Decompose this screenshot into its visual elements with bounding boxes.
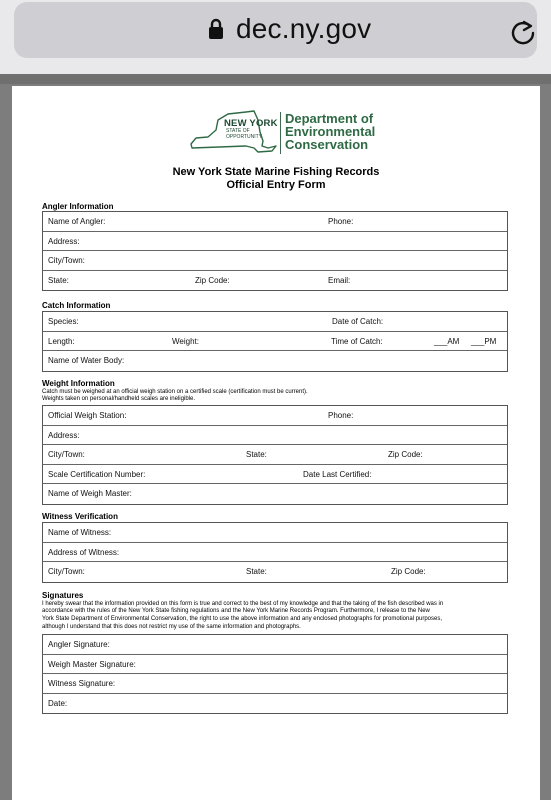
weigh-note-line1: Catch must be weighed at an official weigh station on a certified scale (certification must be current).	[42, 389, 308, 395]
scale-cert-field[interactable]: Scale Certification Number:	[48, 469, 146, 479]
logo-dept-name	[285, 112, 375, 151]
viewer-border	[0, 74, 551, 84]
date-certified-field[interactable]: Date Last Certified:	[303, 469, 372, 479]
weigh-station-field[interactable]: Official Weigh Station:	[48, 411, 127, 420]
weigh-phone-field[interactable]: Phone:	[328, 411, 354, 420]
weigh-address-field[interactable]: Address:	[48, 430, 80, 440]
catch-date-field[interactable]: Date of Catch:	[332, 317, 384, 326]
form-row	[43, 445, 507, 465]
form-row	[43, 523, 507, 543]
logo-dept-line3: Conservation	[285, 137, 369, 152]
weigh-city-field[interactable]: City/Town:	[48, 450, 85, 459]
reload-icon[interactable]	[509, 18, 537, 46]
angler-zip-field[interactable]: Zip Code:	[195, 275, 230, 285]
form-title: New York State Marine Fishing Records	[172, 166, 380, 178]
pm-option[interactable]: ___PM	[471, 336, 497, 346]
url-text: dec.ny.gov	[236, 13, 372, 44]
witness-city-field[interactable]: City/Town:	[48, 567, 85, 576]
weigh-zip-field[interactable]: Zip Code:	[388, 450, 423, 459]
form-row	[43, 406, 507, 426]
form-row	[43, 655, 507, 675]
form-subtitle: Official Entry Form	[226, 179, 326, 191]
length-field[interactable]: Length:	[48, 336, 75, 346]
catch-section-heading: Catch Information	[42, 301, 111, 310]
oath-line4: although I understand that this does not restrict my use of the same information and photographs.	[42, 624, 301, 630]
oath-line3: York State Department of Environmental Conservation, the right to use the above information and any enclosed photographs for promotional purposes,	[42, 616, 443, 622]
am-option[interactable]: ___AM	[434, 336, 460, 346]
angler-address-field[interactable]: Address:	[48, 236, 80, 246]
weight-section-heading: Weight Information	[42, 379, 115, 388]
oath-line1: I hereby swear that the information provided on this form is true and correct to the best of my knowledge and that the taking of the fish described was in	[42, 601, 444, 607]
witness-section-heading: Witness Verification	[42, 512, 118, 521]
form-row	[43, 674, 507, 694]
oath-line2: accordance with the rules of the New York State fishing regulations and the New York Marine Records Program. Furthermore, I release to the New	[42, 608, 430, 614]
signature-date-field[interactable]: Date:	[48, 698, 68, 708]
form-row	[43, 351, 507, 371]
weigh-state-field[interactable]: State:	[246, 450, 267, 459]
logo-dept-line2: Environmental	[285, 124, 376, 139]
witness-state-field[interactable]: State:	[246, 567, 267, 576]
form-row	[43, 426, 507, 446]
weigh-master-signature-field[interactable]: Weigh Master Signature:	[48, 659, 136, 669]
angler-city-field[interactable]: City/Town:	[48, 256, 85, 265]
form-row	[43, 635, 507, 655]
signatures-section-heading: Signatures	[42, 591, 84, 600]
form-row	[43, 212, 507, 232]
logo-state-text: NEW YORK	[224, 118, 278, 129]
browser-toolbar	[0, 0, 551, 74]
weight-field[interactable]: Weight:	[172, 336, 199, 346]
angler-phone-field[interactable]: Phone:	[328, 217, 354, 226]
witness-name-field[interactable]: Name of Witness:	[48, 528, 112, 537]
weigh-note-line2: Weights taken on personal/handheld scales are ineligible.	[42, 396, 195, 402]
document-page	[12, 86, 540, 800]
water-body-field[interactable]: Name of Water Body:	[48, 356, 125, 365]
witness-zip-field[interactable]: Zip Code:	[391, 567, 426, 576]
angler-signature-field[interactable]: Angler Signature:	[48, 640, 110, 649]
form-row	[43, 484, 507, 504]
form-row	[43, 332, 507, 352]
form-row	[43, 465, 507, 485]
witness-info-table	[42, 522, 508, 583]
logo-state-subtext: STATE OF OPPORTUNITY	[226, 128, 263, 140]
form-row	[43, 312, 507, 332]
weight-info-table	[42, 405, 508, 505]
lock-icon	[208, 17, 224, 41]
address-bar[interactable]	[14, 2, 537, 58]
species-field[interactable]: Species:	[48, 317, 79, 326]
angler-state-field[interactable]: State:	[48, 275, 69, 285]
signatures-table	[42, 634, 508, 714]
catch-info-table	[42, 311, 508, 372]
form-row	[43, 271, 507, 291]
weigh-master-field[interactable]: Name of Weigh Master:	[48, 489, 132, 498]
logo-divider	[280, 112, 281, 154]
form-row	[43, 232, 507, 252]
angler-email-field[interactable]: Email:	[328, 275, 351, 285]
witness-signature-field[interactable]: Witness Signature:	[48, 679, 116, 688]
nys-dec-logo	[188, 108, 388, 160]
logo-dept-line1: Department of	[285, 111, 374, 126]
form-row	[43, 694, 507, 714]
angler-info-table	[42, 211, 508, 291]
catch-time-field[interactable]: Time of Catch:	[331, 336, 383, 346]
form-row	[43, 562, 507, 582]
form-row	[43, 543, 507, 563]
witness-address-field[interactable]: Address of Witness:	[48, 547, 120, 557]
angler-section-heading: Angler Information	[42, 202, 114, 211]
angler-name-field[interactable]: Name of Angler:	[48, 217, 106, 226]
form-row	[43, 251, 507, 271]
